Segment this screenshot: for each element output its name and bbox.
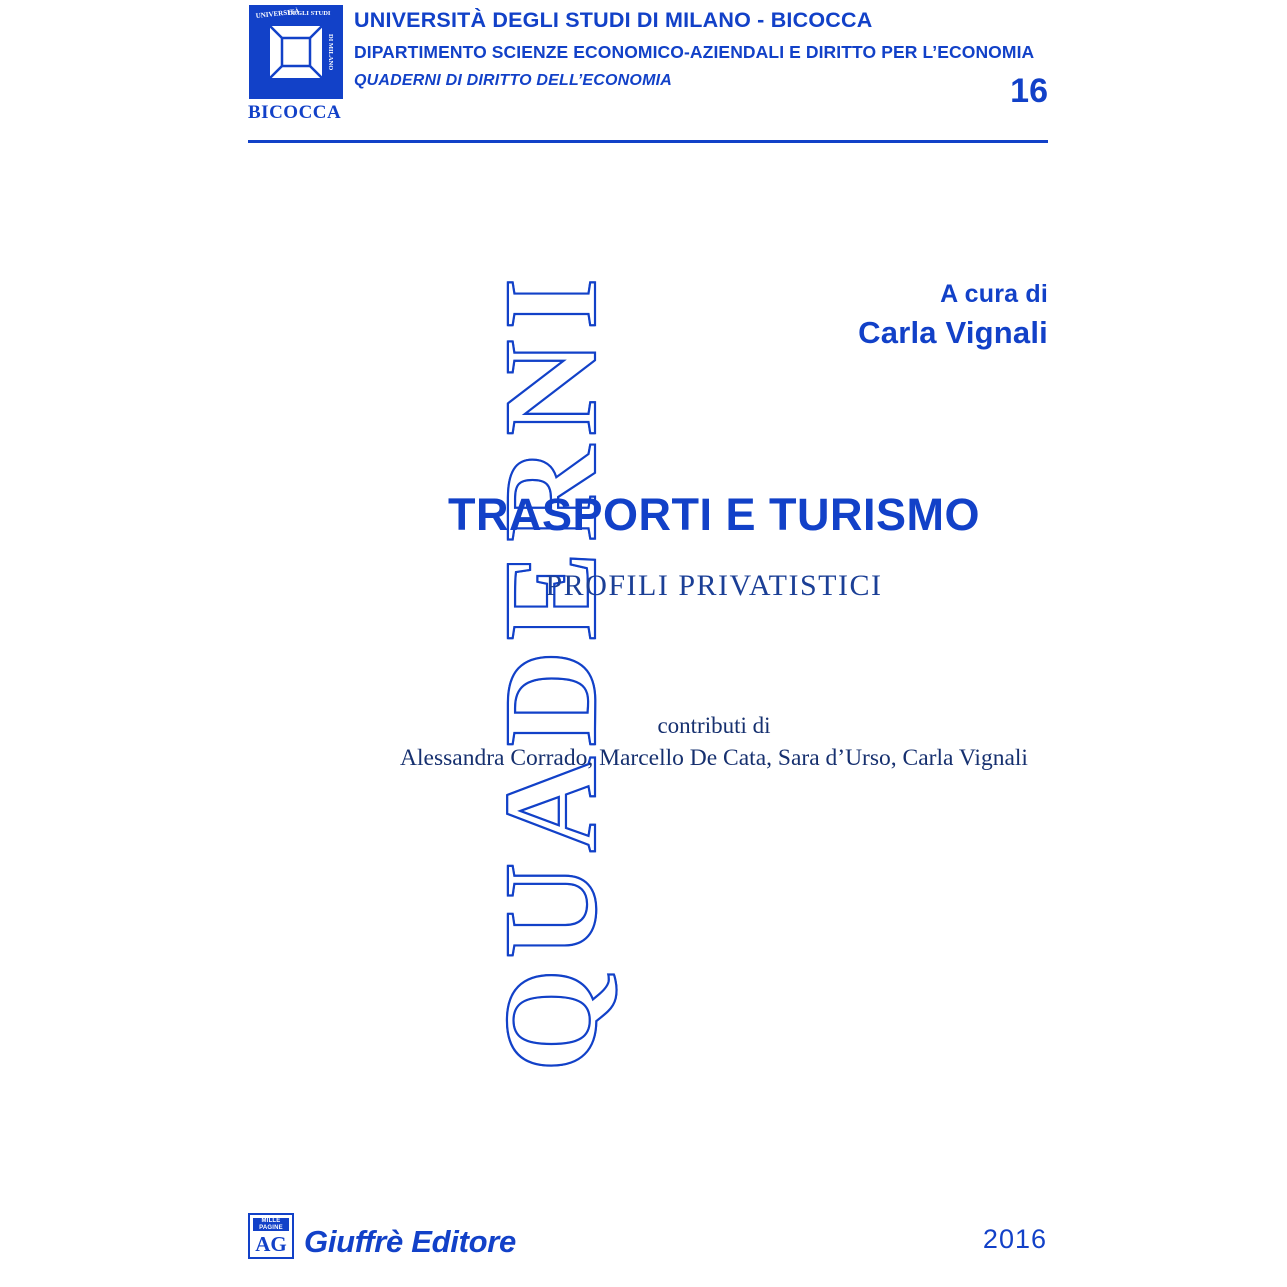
contributors-list: Alessandra Corrado, Marcello De Cata, Sara d’Urso, Carla Vignali (400, 745, 1028, 771)
editor-name: Carla Vignali (858, 315, 1048, 350)
header-text-block (348, 0, 1048, 110)
publisher-name: Giuffrè Editore (304, 1224, 516, 1259)
publication-year: 2016 (982, 1224, 1047, 1254)
publisher-logo-banner: MILLE PAGINE (253, 1218, 289, 1231)
contributors-label: contributi di (657, 713, 771, 738)
cover-footer (248, 1199, 1047, 1259)
university-crest-icon (248, 4, 344, 100)
cover-header (248, 0, 1048, 124)
university-name: UNIVERSITÀ DEGLI STUDI DI MILANO - BICOCCA (354, 8, 873, 32)
publisher-logo-icon (248, 1213, 294, 1259)
svg-text:UNIVERSITÀ: UNIVERSITÀ (255, 7, 300, 20)
svg-text:DEGLI STUDI: DEGLI STUDI (288, 10, 331, 17)
issue-number: 16 (1010, 72, 1048, 110)
editor-block (380, 280, 1048, 351)
book-subtitle: PROFILI PRIVATISTICI (545, 569, 883, 602)
logo-wordmark: BICOCCA (248, 102, 342, 123)
series-name: QUADERNI DI DIRITTO DELL’ECONOMIA (354, 72, 673, 89)
svg-text:DI MILANO: DI MILANO (327, 34, 334, 71)
cover-content (380, 280, 1048, 772)
university-logo (248, 0, 348, 124)
crest-svg (248, 4, 344, 100)
book-title: TRASPORTI E TURISMO (447, 489, 980, 540)
editor-label: A cura di (940, 280, 1048, 308)
publisher-block (248, 1213, 516, 1259)
department-name: DIPARTIMENTO SCIENZE ECONOMICO-AZIENDALI E DIRITTO PER L’ECONOMIA (354, 42, 1035, 62)
publisher-logo-initials: AG (255, 1232, 287, 1256)
spine-wordmark-text: QUADERNI (476, 267, 624, 1073)
header-divider (248, 140, 1048, 143)
